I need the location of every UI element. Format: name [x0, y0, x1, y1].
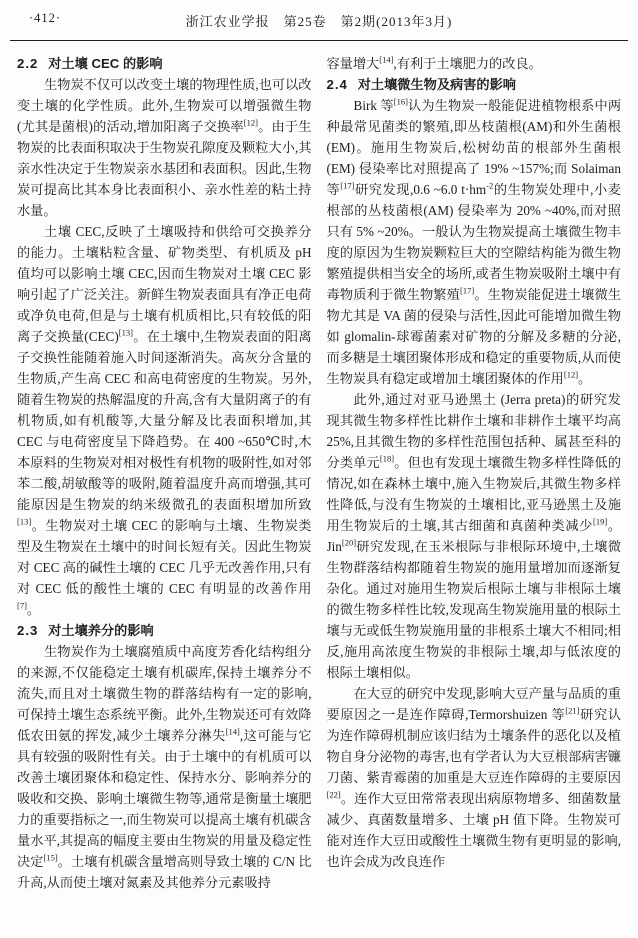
section-number: 2.2 — [17, 56, 39, 71]
reference-superscript: [14] — [379, 54, 394, 65]
right-column — [327, 53, 622, 938]
journal-header: 浙江农业学报 第25卷 第2期(2013年3月) — [185, 14, 453, 29]
reference-superscript: [14] — [225, 726, 240, 737]
reference-superscript: [12] — [563, 369, 579, 380]
reference-superscript: [21] — [565, 705, 580, 716]
two-column-body — [0, 41, 638, 938]
reference-superscript: [13] — [118, 327, 133, 338]
paragraph-continuation: 容量增大[14],有利于土壤肥力的改良。 — [326, 54, 542, 71]
paragraph: 生物炭不仅可以改变土壤的物理性质,也可以改变土壤的化学性质。此外,生物炭可以增强微生物(尤其是菌根)的活动,增加阳离子交换率[12]。由于生物炭的比表面积取决于生物炭孔隙度及颗粒大小,其亲水性决定于生物炭亲水基团和表面积。因此,生物炭可提高比其本身比表面积小、亲水性差的粘土持水量。 — [17, 77, 312, 218]
paragraph: 生物炭作为土壤腐殖质中高度芳香化结构组分的来源,不仅能稳定土壤有机碳库,保持土壤养分不流失,而且对土壤微生物的群落结构有一定的影响,可保持土壤生态系统平衡。此外,生物炭还可有效降低农田氨的挥发,减少土壤养分淋失[14],这可能与它具有较强的吸附性有关。由于土壤中的有机质可以改善土壤团聚体和稳定性、保持水分、影响养分的吸收和交换、影响土壤微生物等,通常是衡量土壤肥力的重要指标之一,而生物炭可以提高土壤有机碳含量水平,其提高的幅度主要由生物炭的用量及稳定性决定[15]。土壤有机碳含量增高则导致土壤的 C/N 比升高,从而使土壤对氮素及其他养分元素吸持 — [17, 644, 312, 890]
paragraph: Birk 等[16]认为生物炭一般能促进植物根系中两种最常见菌类的繁殖,即丛枝菌根(AM)和外生菌根(EM)。施用生物炭后,松树幼苗的根部外生菌根(EM) 侵染率比对照提高了 19% ~157%;而 Solaiman 等[17]研究发现,0.6 ~6.0 $t\cdot hm^{-2}$的生物炭处理中,小麦根部的丛枝菌根(AM) 侵染率为 20% ~40%,而对照只有 5% ~20%。一般认为生物炭提高土壤微生物丰度的原因为生物炭颗粒巨大的空隙结构能为微生物繁殖提供相当安全的场所,或者生物炭吸附土壤中有毒物质利于微生物繁殖[17]。生物炭能促进土壤微生物尤其是 VA 菌的侵染与活性,因此可能增加微生物如 glomalin-球霉菌素对矿物的分解及多糖的分泌,而多糖是土壤团聚体形成和稳定的重要物质,从而使生物炭具有稳定或增加土壤团聚体的作用[12]。 — [326, 96, 621, 386]
reference-superscript: [12] — [243, 117, 258, 128]
reference-superscript: [18] — [379, 453, 395, 464]
section-heading — [17, 620, 312, 641]
section-title: 对土壤养分的影响 — [48, 623, 154, 638]
reference-superscript: -2 — [486, 180, 494, 191]
section-heading — [327, 74, 622, 95]
section-number: 2.4 — [326, 77, 348, 92]
reference-superscript: [15] — [43, 852, 58, 863]
reference-superscript: [7] — [17, 600, 27, 611]
running-head — [0, 0, 638, 35]
paragraph: 在大豆的研究中发现,影响大豆产量与品质的重要原因之一是连作障碍,Termorshuizen 等[21]研究认为连作障碍机制应该归结为土壤条件的恶化以及植物自身分泌物的毒害,也有学者认为大豆根部病害镰刀菌、紫青霉菌的加重是大豆连作障碍的主要原因[22]。连作大豆田常常表现出病原物增多、细菌数量减少、真菌数量增多、土壤 pH 值下降。生物炭可能对连作大豆田或酸性土壤微生物有更明显的影响,也许会成为改良连作 — [326, 686, 621, 869]
section-title: 对土壤微生物及病害的影响 — [357, 77, 516, 92]
left-column — [17, 53, 312, 938]
reference-superscript: [16] — [393, 96, 408, 107]
paragraph: 土壤 CEC,反映了土壤吸持和供给可交换养分的能力。土壤粘粒含量、矿物类型、有机质及 pH 值均可以影响土壤 CEC,因而生物炭对土壤 CEC 影响引起了广泛关注。新鲜生物炭表面具有净正电荷或净负电荷,但是与土壤有机质相比,只有较低的阳离子交换量(CEC)[13]。在土壤中,生物炭表面的阳离子交换性能随着施入时间逐渐消失。高灰分含量的生物质,产生高 CEC 和高电荷密度的生物炭。另外,随着生物炭的热解温度的升高,含有大量阴离子的有机物质,如有机酸等,大量分解及比表面积增加,其 CEC 与电荷密度呈下降趋势。在 400 ~650℃时,木本原料的生物炭对相对极性有机物的吸附性,如对邻苯二酸,胡敏酸等的吸附,随着温度升高而增强,其可能原因是生物炭的纳米级微孔的表面积增加所致[13]。生物炭对土壤 CEC 的影响与土壤、生物炭类型及生物炭在土壤中的时间长短有关。因此生物炭对 CEC 高的碱性土壤的 CEC 几乎无改善作用,只有对 CEC 低的酸性土壤的 CEC 有明显的改善作用[7]。 — [17, 224, 312, 617]
section-heading — [17, 53, 312, 74]
page-number: ·412· — [29, 11, 62, 25]
paragraph: 此外,通过对亚马逊黑土 (Jerra preta)的研究发现其微生物多样性比耕作土壤和非耕作土壤平均高 25%,且其微生物的多样性范围包括种、属甚至科的分类单元[18]。但也有发现土壤微生物多样性降低的情况,如在森林土壤中,施入生物炭后,其微生物多样性降低,与没有生物炭的土壤相比,亚马逊黑土及施用生物炭后的土壤,其古细菌和真菌种类减少[19]。Jin[20]研究发现,在玉米根际与非根际环境中,土壤微生物群落结构都随着生物炭的施用量增加而逐渐复杂化。通过对施用生物炭后根际土壤与非根际土壤的微生物多样性比较,发现高生物炭施用量的根际土壤与无或低生物炭施用量的非根系土壤大不相同;相反,施用高浓度生物炭的非根际土壤,却与低浓度的根际土壤相似。 — [326, 392, 621, 680]
section-number: 2.3 — [17, 623, 39, 638]
section-title: 对土壤 CEC 的影响 — [48, 56, 163, 71]
reference-superscript: [19] — [593, 516, 608, 527]
reference-superscript: [17] — [340, 180, 355, 191]
reference-superscript: [13] — [17, 516, 32, 527]
reference-superscript: [20] — [341, 537, 357, 548]
reference-superscript: [22] — [326, 789, 341, 800]
reference-superscript: [17] — [460, 285, 475, 296]
